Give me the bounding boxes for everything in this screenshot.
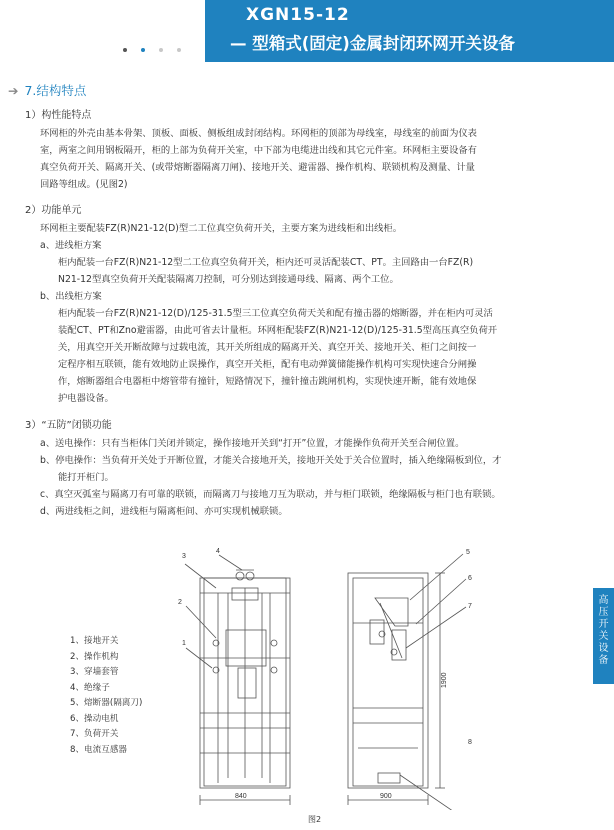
side-view: [348, 573, 428, 788]
paragraph-line: 回路等组成。(见图2): [40, 179, 128, 190]
legend-item: 7、负荷开关: [70, 729, 119, 739]
paragraph-line: 作，熔断器组合电器柜中熔管带有撞针，短路情况下，撞针撞击跳闸机构，实现快速开断，能有效地保: [58, 376, 477, 387]
legend-item: 5、熔断器(隔离刀): [70, 698, 143, 708]
callout-label: 1: [182, 640, 186, 647]
list-item: d、两进线柜之间，进线柜与隔离柜间、亦可实现机械联锁。: [40, 506, 288, 517]
legend-item: 1、接地开关: [70, 636, 119, 646]
cabinet-drawing: [170, 548, 490, 810]
callout-label: 2: [178, 599, 182, 606]
paragraph-line: 柜内配装一台FZ(R)N21-12(D)/125-31.5型三工位真空负荷天关和配有撞击器的熔断器，并在柜内可灵活: [58, 308, 493, 319]
section-title: [8, 81, 86, 99]
legend-item: 3、穿墙套管: [70, 667, 119, 677]
list-item: c、真空灭弧室与隔离刀有可靠的联锁，而隔离刀与接地刀互为联动，并与柜门联锁，绝缘隔板与柜门也有联锁。: [40, 489, 501, 500]
subheading-incoming: a、进线柜方案: [40, 240, 102, 251]
dot: [141, 48, 145, 52]
side-char: 高: [598, 595, 609, 606]
paragraph-line: 关，用真空开关开断故障与过载电流，其开关所组成的隔离开关、真空开关、接地开关、柜门之间按一: [58, 342, 477, 353]
paragraph-line: 室，两室之间用钢板隔开，柜的上部为负荷开关室，中下部为电缆进出线和其它元件室。环网柜主要设备有: [40, 145, 477, 156]
dimension-label: 900: [380, 793, 392, 800]
side-tab-text: [593, 588, 614, 667]
paragraph-line: N21-12型真空负荷开关配装隔离刀控制，可分别达到接通母线、隔离、两个工位。: [58, 274, 399, 285]
dimension-label: 1900: [441, 672, 448, 688]
paragraph-line: 柜内配装一台FZ(R)N21-12型二工位真空负荷开关，柜内还可灵活配装CT、PT。主回路由一台FZ(R): [58, 257, 474, 268]
front-view: [200, 570, 290, 788]
callout-label: 4: [216, 548, 220, 555]
product-model: XGN15-12: [246, 5, 350, 25]
callout-label: 7: [468, 603, 472, 610]
arrow-right-icon: ➔: [8, 83, 19, 98]
subheading-outgoing: b、出线柜方案: [40, 291, 102, 302]
callout-label: 5: [466, 549, 470, 556]
legend-item: 8、电流互感器: [70, 744, 128, 755]
heading-function: 2）功能单元: [25, 205, 82, 216]
figure-caption: 图2: [308, 815, 322, 824]
paragraph-line: 环网柜的外壳由基本骨架、顶板、面板、侧板组成封闭结构。环网柜的顶部为母线室，母线室的前面为仪表: [40, 128, 477, 139]
page-dots: [123, 37, 195, 56]
side-char: 备: [598, 655, 609, 666]
callout-label: 3: [182, 553, 186, 560]
side-char: 设: [598, 643, 609, 654]
list-item: a、送电操作：只有当柜体门关闭并锁定，操作接地开关到“打开”位置，才能操作负荷开关至合闸位置。: [40, 438, 465, 449]
paragraph-line: 真空负荷开关、隔离开关、(或带熔断器隔离刀闸)、接地开关、避雷器、操作机构、联锁机构及测量、计量: [40, 162, 475, 173]
legend: [70, 634, 142, 758]
dot: [159, 48, 163, 52]
dimension-label: 840: [235, 793, 247, 800]
side-char: 压: [598, 607, 609, 618]
legend-item: 4、绝缘子: [70, 682, 110, 693]
paragraph-line: 环网柜主要配装FZ(R)N21-12(D)型二工位真空负荷开关，主要方案为进线柜和出线柜。: [40, 223, 403, 234]
heading-structure: 1）构性能特点: [25, 110, 92, 121]
heading-interlock: 3）“五防”闭锁功能: [25, 420, 112, 431]
legend-item: 2、操作机构: [70, 651, 119, 662]
list-item: 能打开柜门。: [58, 472, 114, 483]
dot: [123, 48, 127, 52]
product-name: — 型箱式(固定)金属封闭环网开关设备: [230, 34, 515, 53]
legend-item: 6、操动电机: [70, 713, 119, 724]
callout-label: 6: [468, 575, 472, 582]
side-tab: [593, 588, 614, 684]
side-char: 开: [598, 619, 609, 630]
side-char: 关: [598, 631, 609, 642]
callout-label: 8: [468, 739, 472, 746]
dot: [177, 48, 181, 52]
list-item: b、停电操作：当负荷开关处于开断位置，才能关合接地开关，接地开关处于关合位置时，插入绝缘隔板到位，才: [40, 455, 502, 466]
section-title-text: 7.结构特点: [24, 83, 87, 98]
paragraph-line: 护电器设备。: [58, 393, 114, 404]
paragraph-line: 装配CT、PT和Zno避雷器，由此可省去计量柜。环网柜配装FZ(R)N21-12(D)/125-31.5型高压真空负荷开: [58, 325, 498, 336]
paragraph-line: 定程序相互联锁，能有效地防止误操作，真空开关柜，配有电动弹簧储能操作机构可实现快速合分闸操: [58, 359, 477, 370]
